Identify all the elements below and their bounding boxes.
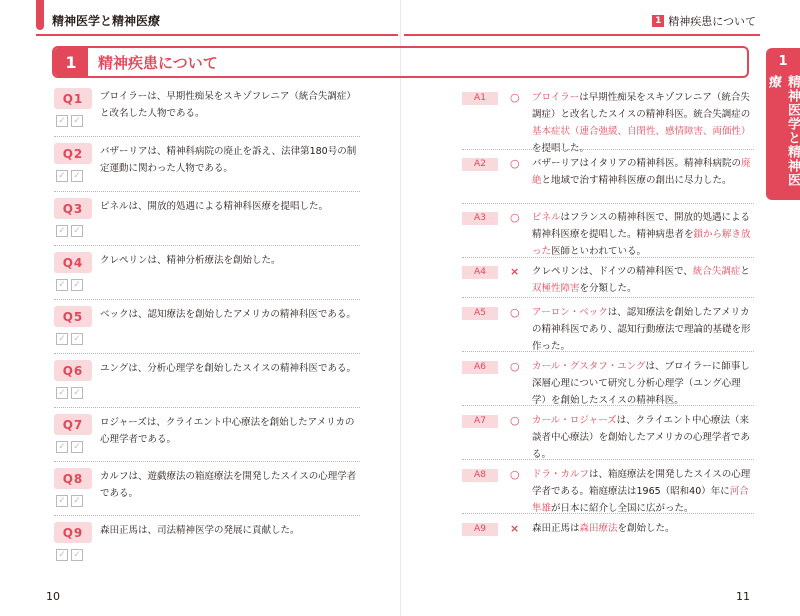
question-text: ブロイラーは、早期性痴呆をスキゾフレニア（統合失調症）と改名した人物である。 (100, 91, 356, 119)
checkbox-icon[interactable]: ✓ (71, 225, 83, 237)
question-text: 森田正馬は、司法精神医学の発展に貢献した。 (100, 525, 300, 536)
checkbox-icon[interactable]: ✓ (71, 387, 83, 399)
answer-label: A1 (462, 92, 498, 105)
question-label: Q4 (54, 252, 92, 273)
question-label: Q5 (54, 306, 92, 327)
answer-label: A4 (462, 266, 498, 279)
keyword-highlight: 河合隼雄 (532, 486, 749, 514)
row-divider (54, 515, 360, 516)
question-label: Q8 (54, 468, 92, 489)
checkbox-icon[interactable]: ✓ (56, 495, 68, 507)
running-head-title: 精神疾患について (668, 15, 756, 28)
checkbox-icon[interactable]: ✓ (71, 170, 83, 182)
answer-label: A5 (462, 307, 498, 320)
checkbox-icon[interactable]: ✓ (56, 333, 68, 345)
section-heading (52, 46, 749, 78)
answer-text-segment: を創始した。 (617, 523, 675, 534)
row-divider (54, 407, 360, 408)
chapter-side-tab[interactable] (766, 48, 800, 200)
question-text: ユングは、分析心理学を創始したスイスの精神科医である。 (100, 363, 357, 374)
header-accent-bar (36, 0, 44, 30)
answer-text-segment: は、クライエント中心療法（来談者中心療法）を創始したアメリカの心理学者である。 (532, 415, 750, 460)
section-number: 1 (54, 48, 88, 76)
running-head-right (652, 13, 756, 29)
answer-text-segment: と地域で治す精神科医療の創出に尽力した。 (541, 175, 732, 186)
question-text: バザーリアは、精神科病院の廃止を訴え、法律第180号の制定運動に関わった人物である。 (100, 146, 357, 174)
correct-mark-icon: ○ (510, 414, 520, 427)
checkbox-icon[interactable]: ✓ (71, 549, 83, 561)
answer-text (532, 466, 752, 517)
check-boxes (56, 115, 83, 127)
question-text: カルフは、遊戯療法の箱庭療法を開発したスイスの心理学者である。 (100, 471, 357, 499)
correct-mark-icon: ○ (510, 211, 520, 224)
answer-text (532, 412, 752, 463)
question-label: Q3 (54, 198, 92, 219)
answer-text (532, 304, 752, 355)
question-text: ロジャーズは、クライエント中心療法を創始したアメリカの心理学者である。 (100, 417, 355, 445)
keyword-highlight: 基本症状（連合弛緩、自閉性、感情障害、両価性） (532, 126, 751, 137)
answer-text-segment: は、ブロイラーに師事し深層心理について研究し分析心理学（ユング心理学）を創始したスイスの精神科医。 (532, 361, 750, 406)
check-boxes (56, 279, 83, 291)
checkbox-icon[interactable]: ✓ (71, 115, 83, 127)
keyword-highlight: 統合失調症 (692, 266, 741, 277)
keyword-highlight: ドラ・カルフ (532, 469, 590, 480)
row-divider (54, 245, 360, 246)
answer-text-segment: はフランスの精神科医で、開放的処遇による精神科医療を提唱した。精神病患者を (532, 212, 751, 240)
question-label: Q9 (54, 522, 92, 543)
row-divider (54, 353, 360, 354)
checkbox-icon[interactable]: ✓ (56, 279, 68, 291)
question-label: Q2 (54, 143, 92, 164)
answer-label: A7 (462, 415, 498, 428)
answer-text (532, 89, 752, 157)
answer-text-segment: を提唱した。 (532, 143, 590, 154)
checkbox-icon[interactable]: ✓ (71, 495, 83, 507)
keyword-highlight: カール・グスタフ・ユング (532, 361, 646, 372)
question-label: Q6 (54, 360, 92, 381)
check-boxes (56, 333, 83, 345)
answer-text-segment: 医師といわれている。 (551, 246, 647, 257)
side-tab-number: 1 (778, 54, 788, 69)
checkbox-icon[interactable]: ✓ (56, 549, 68, 561)
answer-text (532, 263, 752, 297)
answer-text-segment: と (740, 266, 750, 277)
answer-label: A3 (462, 212, 498, 225)
answer-text-segment: は、箱庭療法を開発したスイスの心理学者である。箱庭療法は1965（昭和40）年に (532, 469, 751, 497)
answer-text-segment: クレペリンは、ドイツの精神科医で、 (532, 266, 693, 277)
section-title: 精神疾患について (98, 53, 218, 72)
checkbox-icon[interactable]: ✓ (56, 387, 68, 399)
check-boxes (56, 225, 83, 237)
answer-text (532, 209, 752, 260)
row-divider (54, 191, 360, 192)
row-divider (462, 405, 754, 406)
checkbox-icon[interactable]: ✓ (71, 279, 83, 291)
checkbox-icon[interactable]: ✓ (56, 115, 68, 127)
question-text: ピネルは、開放的処遇による精神科医療を提唱した。 (100, 201, 329, 212)
correct-mark-icon: ○ (510, 157, 520, 170)
answer-text-segment: を分類した。 (579, 283, 637, 294)
header-rule-left (36, 34, 398, 36)
keyword-highlight: 森田療法 (579, 523, 618, 534)
answer-text-segment: は早期性痴呆をスキゾフレニア（統合失調症）と改名したスイスの精神科医。統合失調症の (532, 92, 751, 120)
question-label: Q1 (54, 88, 92, 109)
page-number-left: 10 (46, 590, 60, 603)
running-head-left: 精神医学と精神医療 (52, 14, 161, 28)
check-boxes (56, 495, 83, 507)
correct-mark-icon: ○ (510, 360, 520, 373)
keyword-highlight: アーロン・ベック (532, 307, 608, 318)
correct-mark-icon: ○ (510, 306, 520, 319)
running-head-number: 1 (652, 15, 664, 27)
row-divider (462, 149, 754, 150)
correct-mark-icon: ○ (510, 91, 520, 104)
row-divider (462, 297, 754, 298)
question-text: ベックは、認知療法を創始したアメリカの精神科医である。 (100, 309, 356, 320)
gutter (400, 0, 401, 616)
answer-text-segment: が日本に紹介し全国に広がった。 (551, 503, 694, 514)
row-divider (462, 513, 754, 514)
check-boxes (56, 170, 83, 182)
answer-text (532, 358, 752, 409)
row-divider (462, 257, 754, 258)
check-boxes (56, 441, 83, 453)
answer-text-segment: バザーリアはイタリアの精神科医。精神科病院の (532, 158, 742, 169)
question-text: クレペリンは、精神分析療法を創始した。 (100, 255, 281, 266)
answer-label: A6 (462, 361, 498, 374)
answer-text (532, 155, 752, 189)
keyword-highlight: 鎖から解き放った (532, 229, 751, 257)
answer-text-segment: 森田正馬は (532, 523, 580, 534)
keyword-highlight: ピネル (532, 212, 561, 223)
checkbox-icon[interactable]: ✓ (71, 441, 83, 453)
answer-label: A2 (462, 158, 498, 171)
row-divider (462, 459, 754, 460)
keyword-highlight: 廃絶 (532, 158, 751, 186)
correct-mark-icon: ○ (510, 468, 520, 481)
header-rule-right (404, 34, 760, 36)
side-tab-label: 精神医学と精神医療 (766, 75, 800, 187)
keyword-highlight: 双極性障害 (532, 283, 580, 294)
checkbox-icon[interactable]: ✓ (71, 333, 83, 345)
row-divider (54, 461, 360, 462)
checkbox-icon[interactable]: ✓ (56, 225, 68, 237)
page-number-right: 11 (736, 590, 750, 603)
answer-label: A8 (462, 469, 498, 482)
answer-text (532, 520, 752, 537)
checkbox-icon[interactable]: ✓ (56, 170, 68, 182)
check-boxes (56, 549, 83, 561)
row-divider (462, 203, 754, 204)
incorrect-mark-icon: × (510, 522, 520, 535)
check-boxes (56, 387, 83, 399)
question-label: Q7 (54, 414, 92, 435)
keyword-highlight: ブロイラー (532, 92, 580, 103)
incorrect-mark-icon: × (510, 265, 520, 278)
row-divider (54, 136, 360, 137)
answer-text-segment: は、認知療法を創始したアメリカの精神科医であり、認知行動療法で理論的基礎を形作った。 (532, 307, 751, 352)
keyword-highlight: カール・ロジャーズ (532, 415, 617, 426)
row-divider (462, 351, 754, 352)
row-divider (54, 299, 360, 300)
answer-label: A9 (462, 523, 498, 536)
checkbox-icon[interactable]: ✓ (56, 441, 68, 453)
